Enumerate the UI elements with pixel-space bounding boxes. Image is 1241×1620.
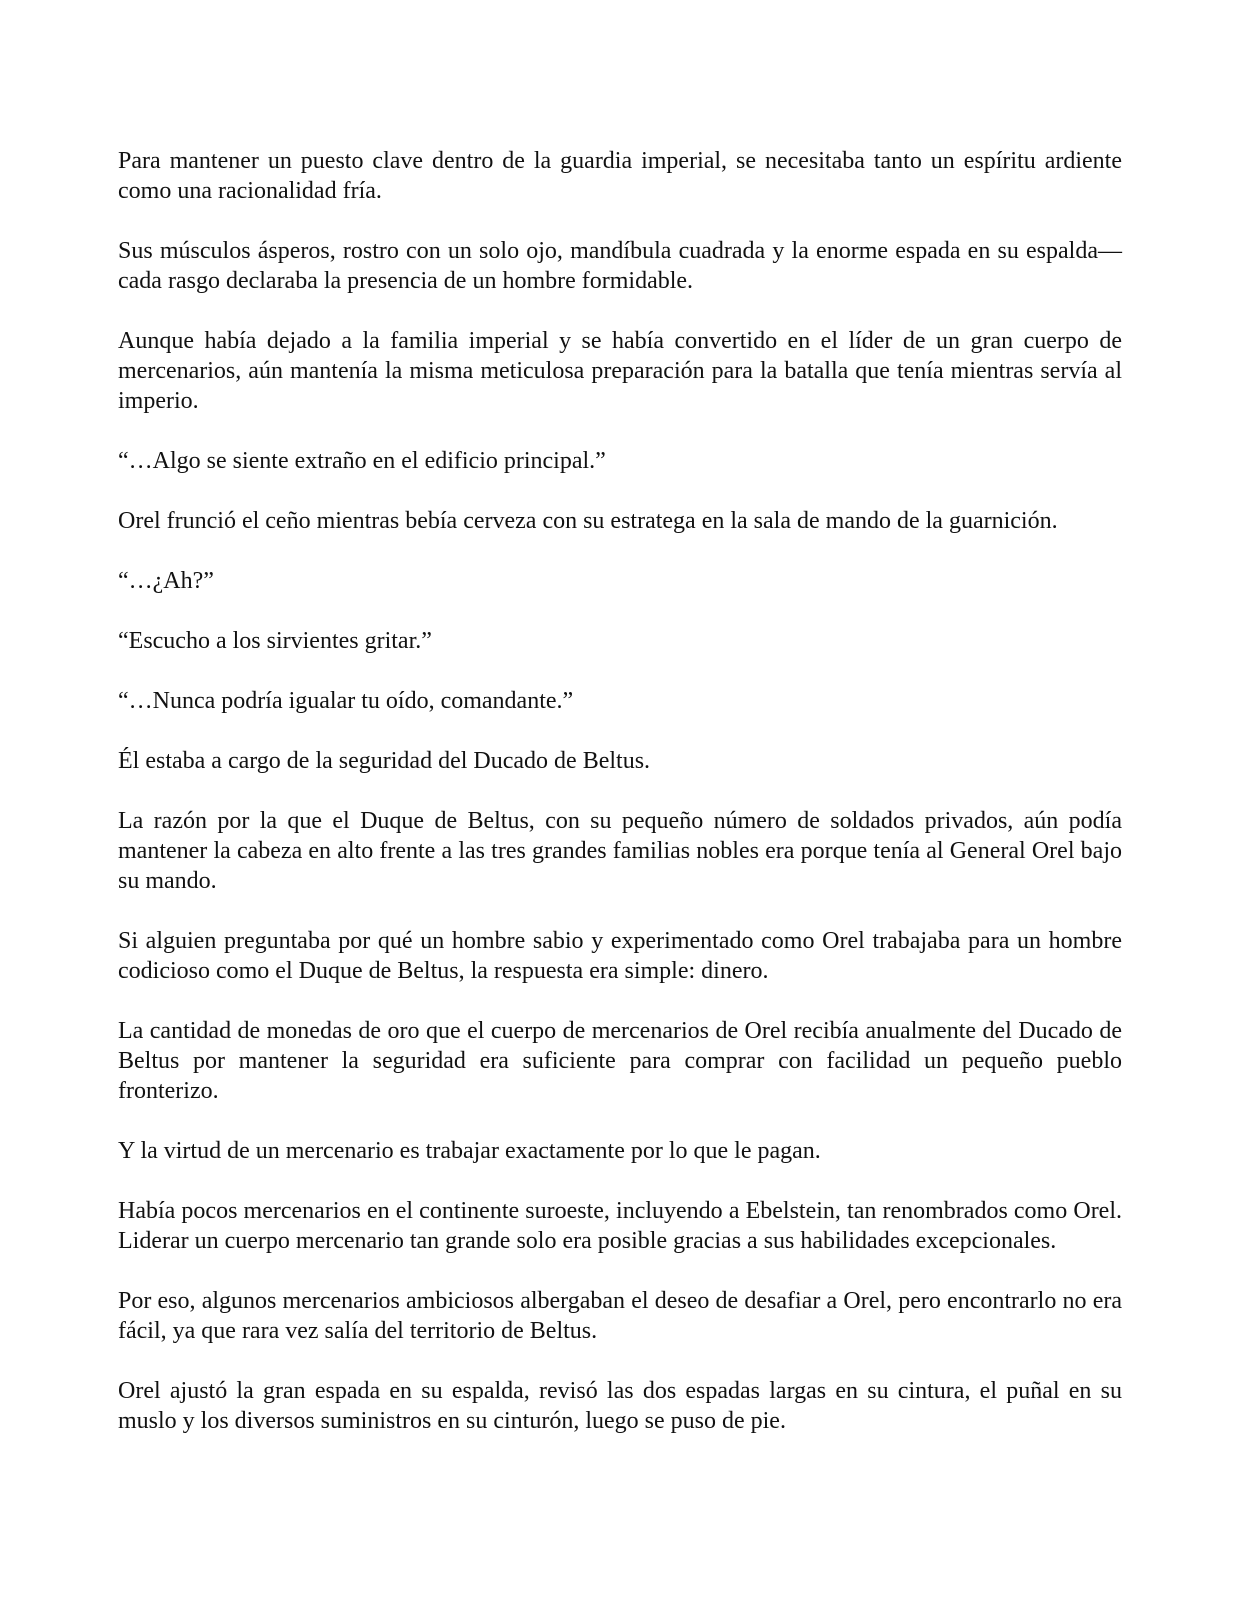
paragraph-13: Y la virtud de un mercenario es trabajar exactamente por lo que le pagan.: [118, 1138, 821, 1164]
paragraph-10: La razón por la que el Duque de Beltus, con su pequeño número de soldados privados, aún podía mantener la cabeza en alto frente a las tres grandes familias nobles era porque tenía al General Orel bajo su mando.: [118, 808, 1122, 894]
paragraph-6: “…¿Ah?”: [118, 568, 214, 594]
paragraph-15: Por eso, algunos mercenarios ambiciosos albergaban el deseo de desafiar a Orel, pero encontrarlo no era fácil, ya que rara vez salía del territorio de Beltus.: [118, 1288, 1122, 1344]
paragraph-12: La cantidad de monedas de oro que el cuerpo de mercenarios de Orel recibía anualmente del Ducado de Beltus por mantener la seguridad era suficiente para comprar con facilidad un pequeño pueblo fronterizo.: [118, 1018, 1122, 1104]
document-page: [118, 146, 1122, 1436]
paragraph-7: “Escucho a los sirvientes gritar.”: [118, 628, 432, 654]
paragraph-9: Él estaba a cargo de la seguridad del Ducado de Beltus.: [118, 748, 651, 774]
paragraph-1: Para mantener un puesto clave dentro de la guardia imperial, se necesitaba tanto un espíritu ardiente como una racionalidad fría.: [118, 148, 1122, 204]
paragraph-4: “…Algo se siente extraño en el edificio principal.”: [118, 448, 606, 474]
paragraph-2: Sus músculos ásperos, rostro con un solo ojo, mandíbula cuadrada y la enorme espada en su espalda—cada rasgo declaraba la presencia de un hombre formidable.: [118, 238, 1122, 294]
paragraph-5: Orel frunció el ceño mientras bebía cerveza con su estratega en la sala de mando de la guarnición.: [118, 508, 1058, 534]
paragraph-11: Si alguien preguntaba por qué un hombre sabio y experimentado como Orel trabajaba para un hombre codicioso como el Duque de Beltus, la respuesta era simple: dinero.: [118, 928, 1122, 984]
paragraph-3: Aunque había dejado a la familia imperial y se había convertido en el líder de un gran cuerpo de mercenarios, aún mantenía la misma meticulosa preparación para la batalla que tenía mientras servía al imperio.: [118, 328, 1122, 414]
paragraph-8: “…Nunca podría igualar tu oído, comandante.”: [118, 688, 574, 714]
paragraph-16: Orel ajustó la gran espada en su espalda, revisó las dos espadas largas en su cintura, el puñal en su muslo y los diversos suministros en su cinturón, luego se puso de pie.: [118, 1378, 1122, 1434]
paragraph-14: Había pocos mercenarios en el continente suroeste, incluyendo a Ebelstein, tan renombrados como Orel. Liderar un cuerpo mercenario tan grande solo era posible gracias a sus habilidades excepcionales.: [118, 1198, 1122, 1254]
